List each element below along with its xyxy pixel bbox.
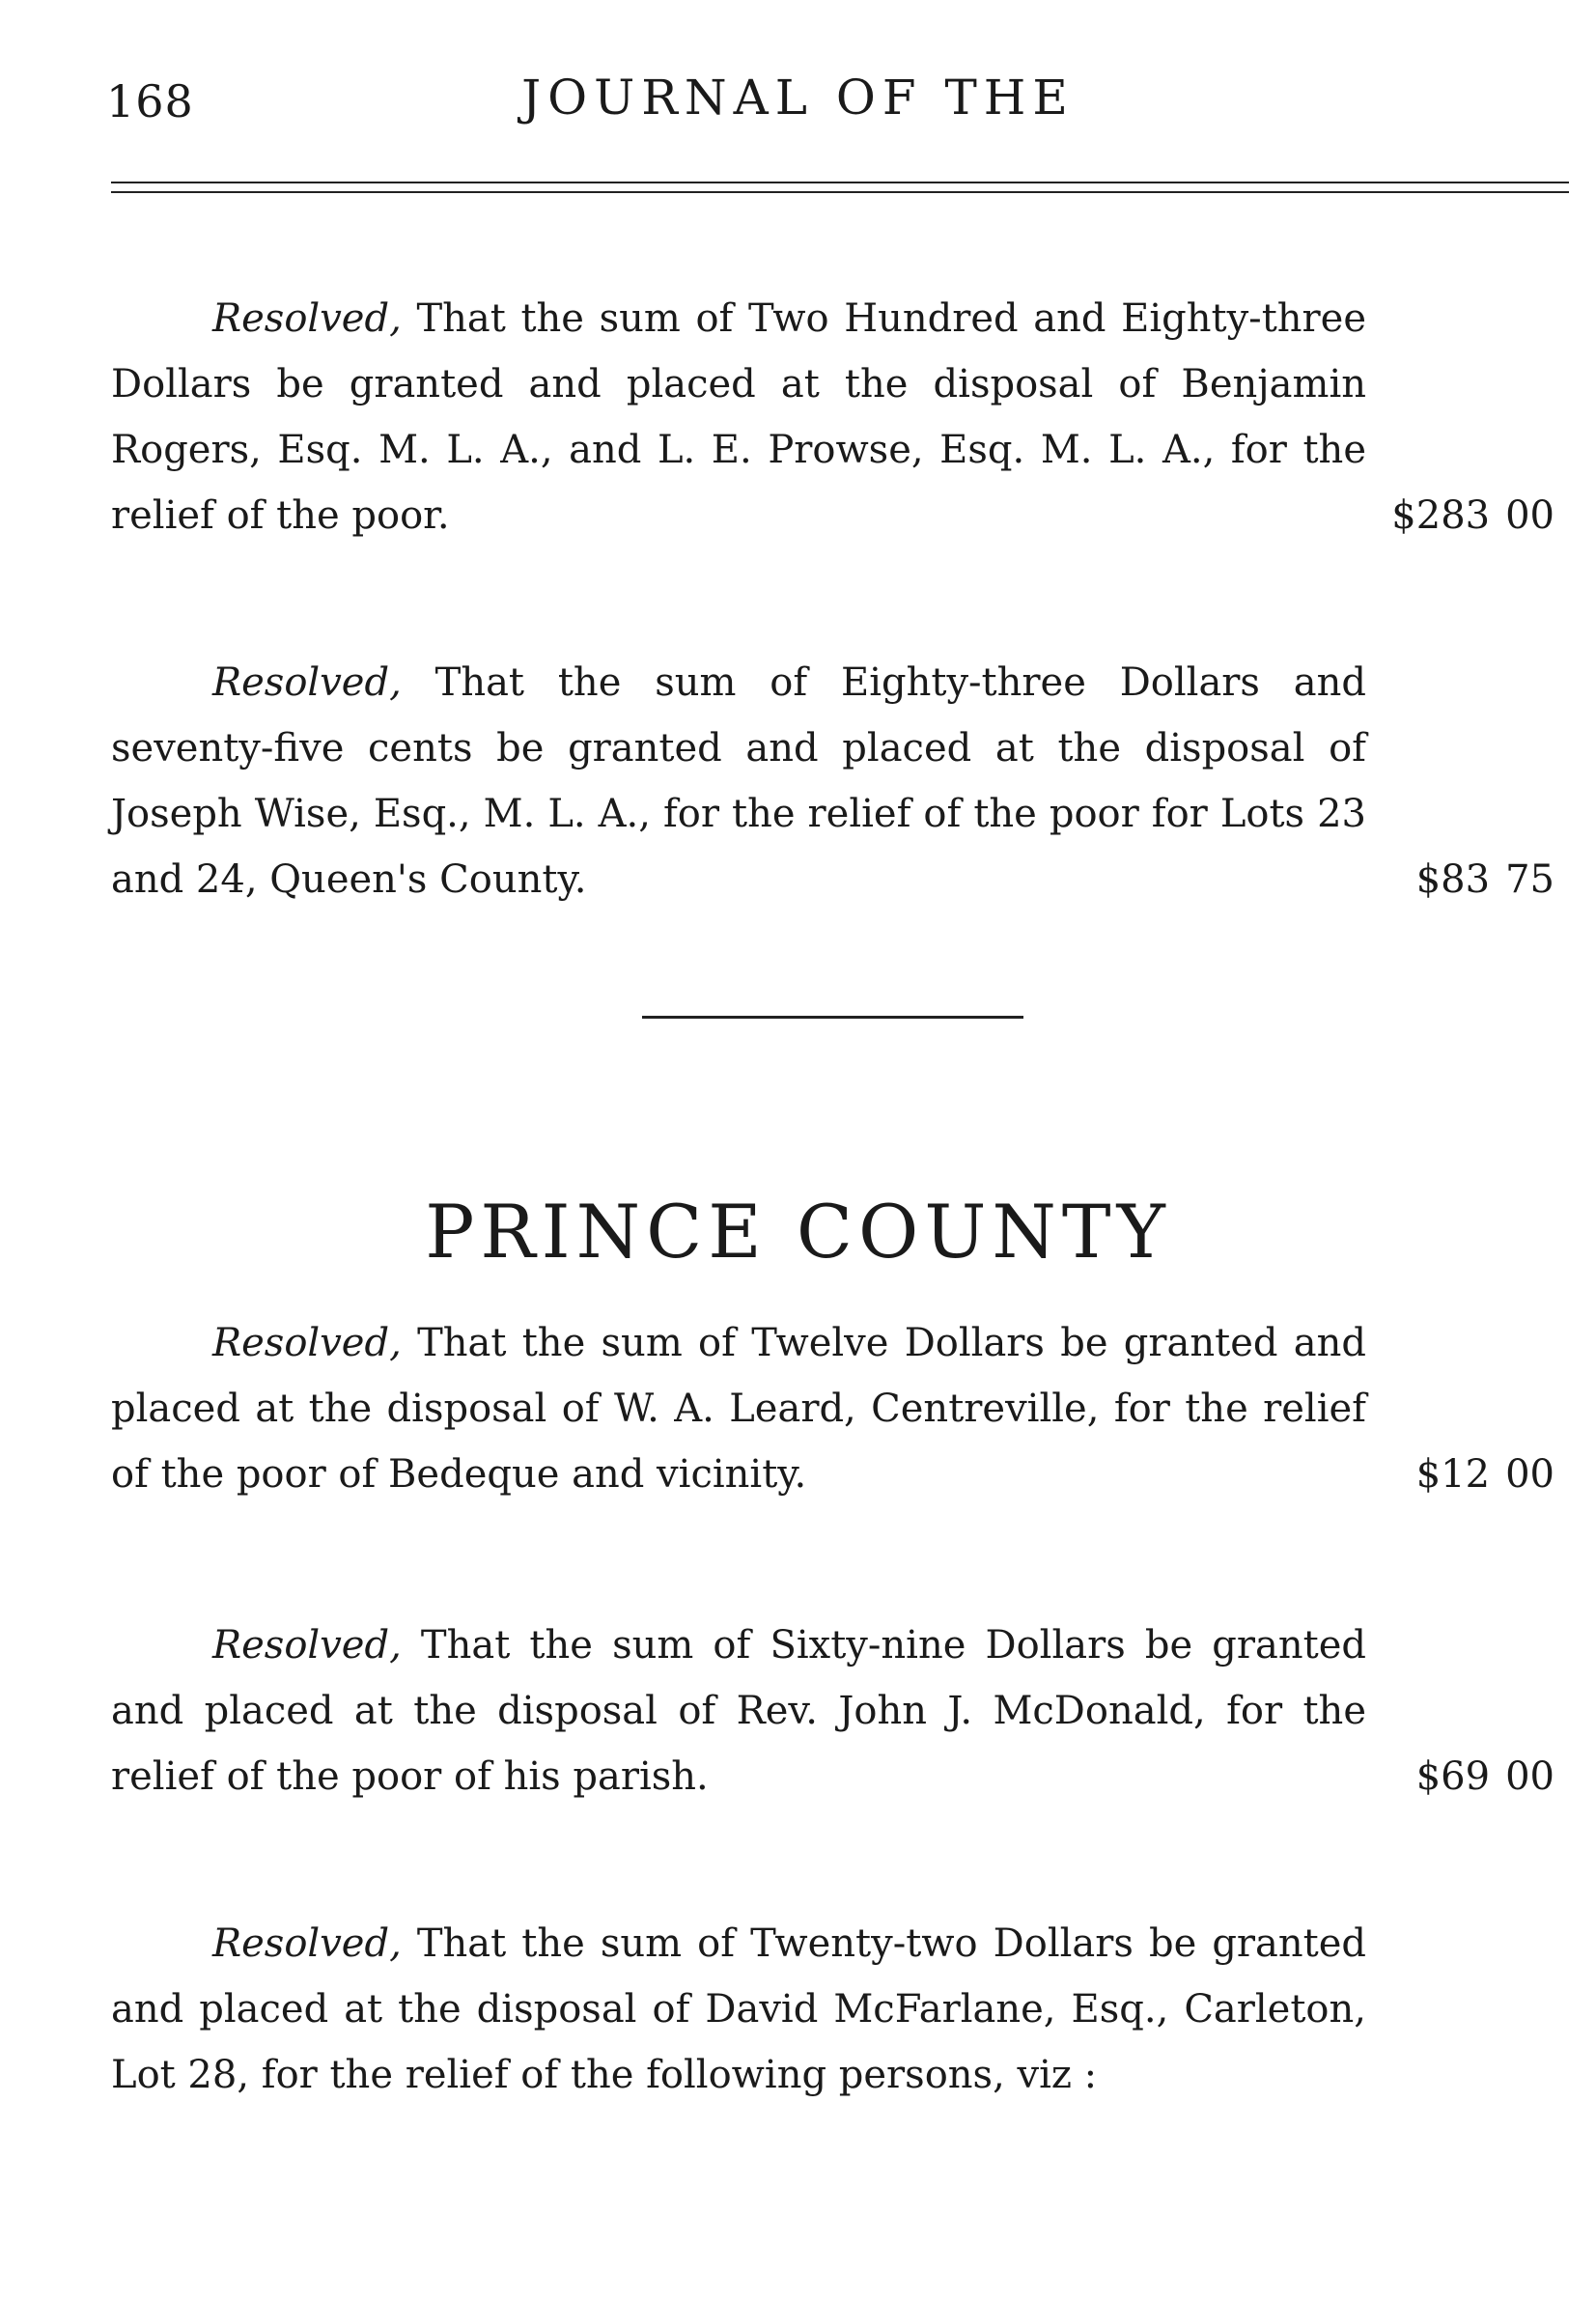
resolved-lead: Resolved, <box>212 296 402 341</box>
resolved-lead: Resolved, <box>212 1321 402 1365</box>
grant-amount <box>1416 1442 1554 1507</box>
grant-amount <box>1416 1744 1554 1809</box>
resolution-paragraph <box>111 1911 1366 2108</box>
resolution-paragraph <box>111 286 1366 548</box>
section-divider <box>642 1016 1023 1019</box>
resolution-entry <box>111 650 1554 912</box>
section-title: PRINCE COUNTY <box>425 1188 1171 1275</box>
resolution-text: That the sum of Twelve Dollars be granted and placed at the disposal of W. A. Leard, Centreville, for the relief of the poor of Bedeque and vicinity. <box>111 1321 1366 1497</box>
running-title: JOURNAL OF THE <box>521 70 1075 126</box>
grant-amount <box>1416 847 1554 912</box>
resolution-text: That the sum of Two Hundred and Eighty-three Dollars be granted and placed at the disposal of Benjamin Rogers, Esq. M. L. A., and L. E. Prowse, Esq. M. L. A., for the relief of the poor. <box>111 296 1366 538</box>
resolution-paragraph <box>111 1612 1366 1809</box>
resolved-lead: Resolved, <box>212 1921 402 1966</box>
amount-cents: 00 <box>1505 1754 1554 1799</box>
resolution-entry <box>111 1612 1554 1809</box>
grant-amount <box>1391 483 1554 548</box>
amount-cents: 00 <box>1505 1452 1554 1497</box>
resolved-lead: Resolved, <box>212 1623 402 1668</box>
amount-dollars: $283 <box>1391 493 1491 538</box>
amount-dollars: $69 <box>1415 1754 1491 1799</box>
resolution-text: That the sum of Sixty-nine Dollars be granted and placed at the disposal of Rev. John J. McDonald, for the relief of the poor of his parish. <box>111 1623 1366 1799</box>
resolution-text: That the sum of Eighty-three Dollars and seventy-five cents be granted and placed at the disposal of Joseph Wise, Esq., M. L. A., for the relief of the poor for Lots 23 and 24, Queen's County. <box>111 660 1367 902</box>
resolution-entry <box>111 1310 1554 1507</box>
resolved-lead: Resolved, <box>212 660 402 705</box>
page-number: 168 <box>106 75 194 127</box>
resolution-paragraph <box>111 650 1366 912</box>
resolution-entry <box>111 1911 1554 2108</box>
resolution-entry <box>111 286 1554 548</box>
amount-cents: 75 <box>1505 857 1554 902</box>
amount-dollars: $83 <box>1415 857 1491 902</box>
resolution-text: That the sum of Twenty-two Dollars be granted and placed at the disposal of David McFarlane, Esq., Carleton, Lot 28, for the relief of the following persons, viz : <box>111 1921 1367 2097</box>
amount-dollars: $12 <box>1415 1452 1491 1497</box>
header-double-rule <box>111 182 1569 193</box>
resolution-paragraph <box>111 1310 1366 1507</box>
amount-cents: 00 <box>1505 493 1554 538</box>
